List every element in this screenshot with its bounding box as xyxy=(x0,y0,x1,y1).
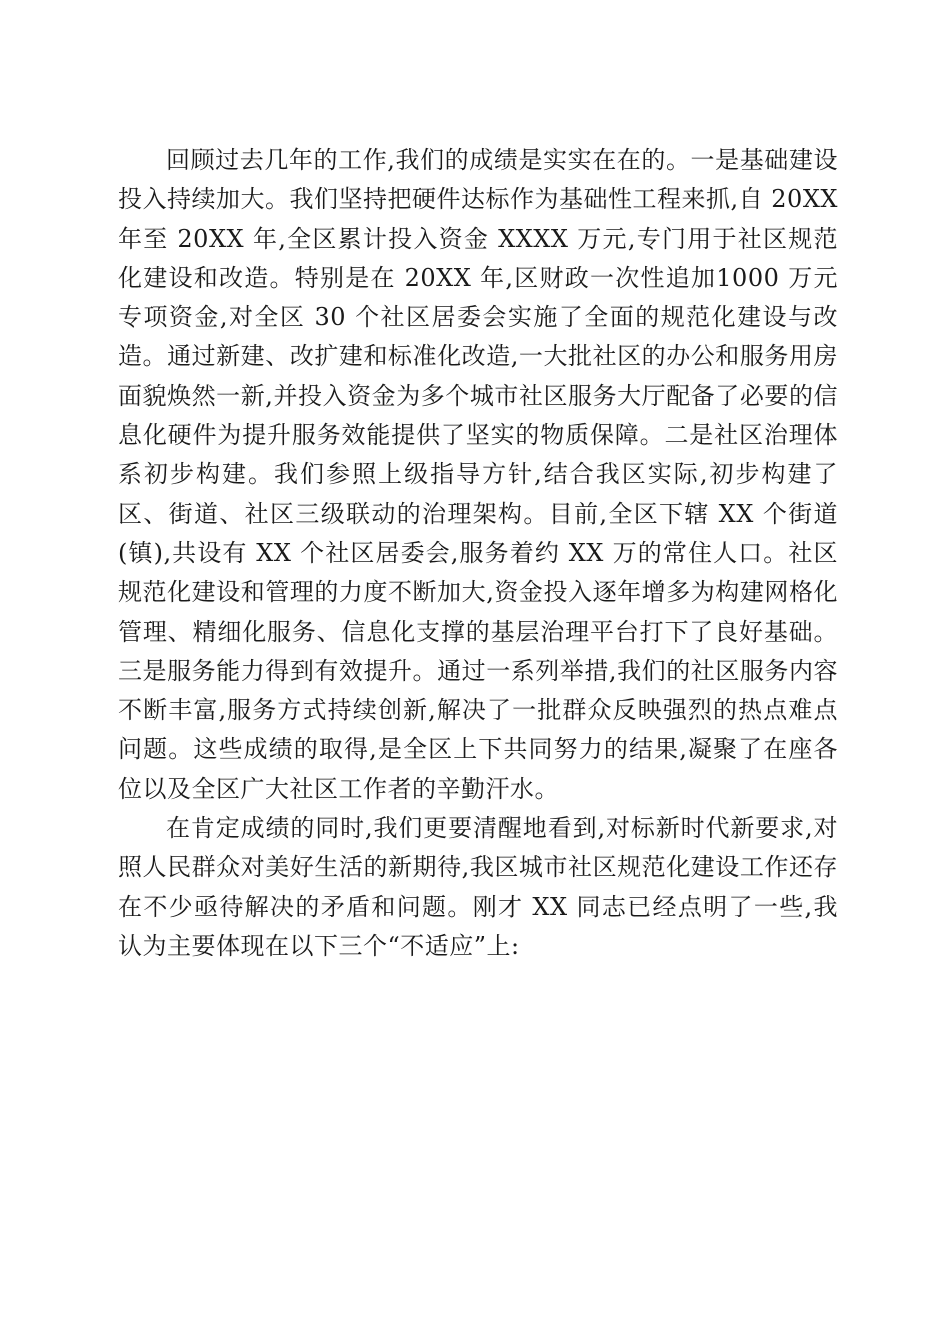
body-text xyxy=(118,141,838,966)
paragraph-problems: 在肯定成绩的同时,我们更要清醒地看到,对标新时代新要求,对照人民群众对美好生活的新期待,我区城市社区规范化建设工作还存在不少亟待解决的矛盾和问题。刚才 XX 同志已经点明了一些,我认为主要体现在以下三个“不适应”上: xyxy=(118,814,838,960)
paragraph-achievements: 回顾过去几年的工作,我们的成绩是实实在在的。一是基础建设投入持续加大。我们坚持把硬件达标作为基础性工程来抓,自 20XX 年至 20XX 年,全区累计投入资金 XXXX 万元,专门用于社区规范化建设和改造。特别是在 20XX 年,区财政一次性追加1000 万元专项资金,对全区 30 个社区居委会实施了全面的规范化建设与改造。通过新建、改扩建和标准化改造,一大批社区的办公和服务用房面貌焕然一新,并投入资金为多个城市社区服务大厅配备了必要的信息化硬件为提升服务效能提供了坚实的物质保障。二是社区治理体系初步构建。我们参照上级指导方针,结合我区实际,初步构建了区、街道、社区三级联动的治理架构。目前,全区下辖 XX 个街道(镇),共设有 XX 个社区居委会,服务着约 XX 万的常住人口。社区规范化建设和管理的力度不断加大,资金投入逐年增多为构建网格化管理、精细化服务、信息化支撑的基层治理平台打下了良好基础。三是服务能力得到有效提升。通过一系列举措,我们的社区服务内容不断丰富,服务方式持续创新,解决了一批群众反映强烈的热点难点问题。这些成绩的取得,是全区上下共同努力的结果,凝聚了在座各位以及全区广大社区工作者的辛勤汗水。 xyxy=(118,146,838,803)
